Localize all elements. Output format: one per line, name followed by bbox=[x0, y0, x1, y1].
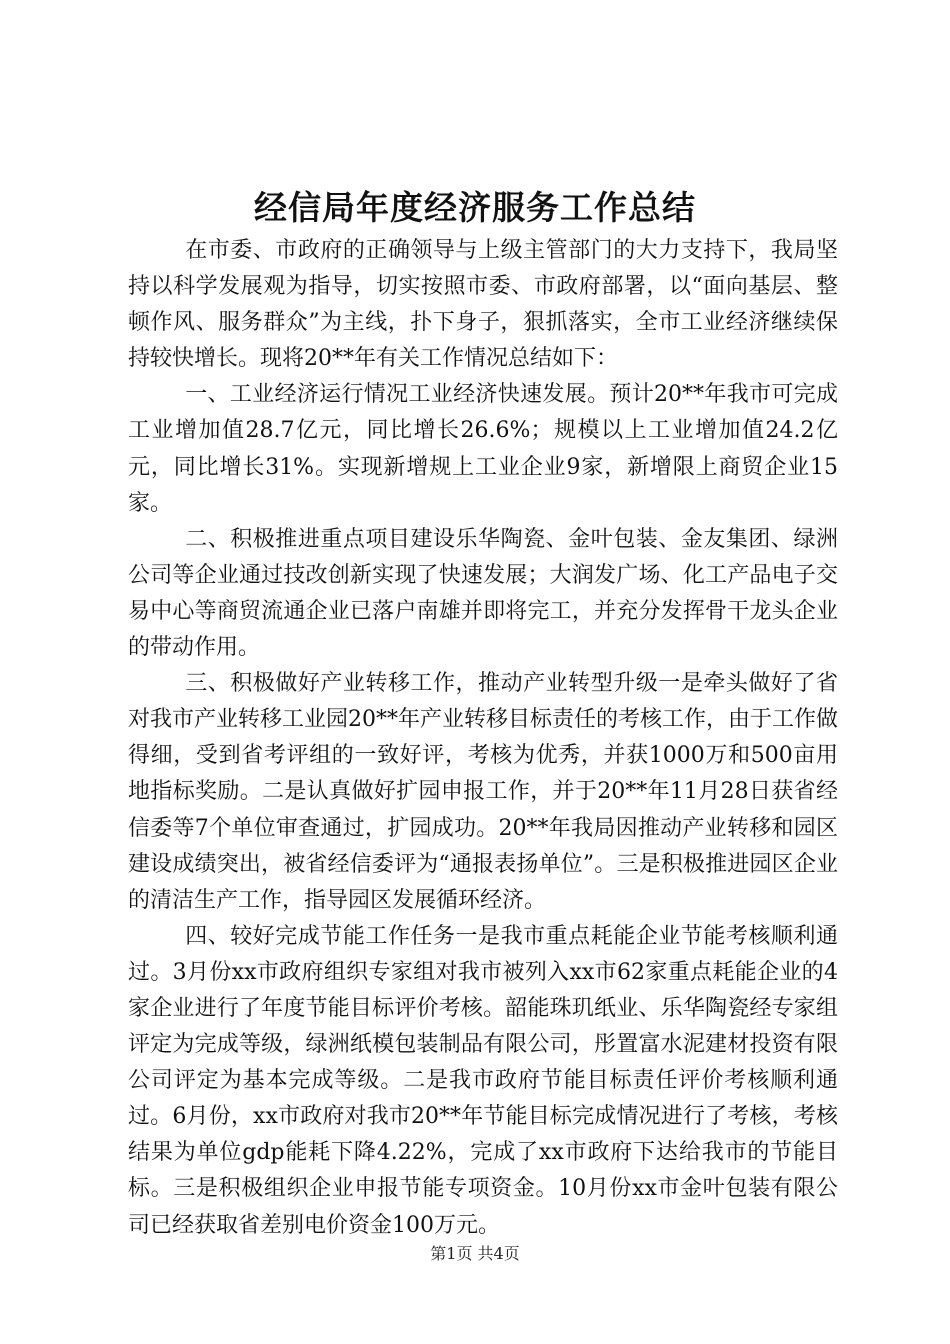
paragraph-key-projects: 二、积极推进重点项目建设乐华陶瓷、金叶包装、金友集团、绿洲公司等企业通过技改创新实现了快速发展；大润发广场、化工产品电子交易中心等商贸流通企业已落户南雄并即将完工，并充分发挥骨干龙头企业的带动作用。 bbox=[128, 526, 838, 661]
paragraph-industry-transfer: 三、积极做好产业转移工作，推动产业转型升级一是牵头做好了省对我市产业转移工业园20**年产业转移目标责任的考核工作，由于工作做得细，受到省考评组的一致好评，考核为优秀，并获1000万和500亩用地指标奖励。二是认真做好扩园申报工作，并于20**年11月28日获省经信委等7个单位审查通过，扩园成功。20**年我局因推动产业转移和园区建设成绩突出，被省经信委评为“通报表扬单位”。三是积极推进园区企业的清洁生产工作，指导园区发展循环经济。 bbox=[128, 671, 838, 913]
paragraph-energy-saving: 四、较好完成节能工作任务一是我市重点耗能企业节能考核顺利通过。3月份xx市政府组织专家组对我市被列入xx市62家重点耗能企业的4家企业进行了年度节能目标评价考核。韶能珠玑纸业、乐华陶瓷经专家组评定为完成等级，绿洲纸模包装制品有限公司，彤置富水泥建材投资有限公司评定为基本完成等级。二是我市政府节能目标责任评价考核顺利通过。6月份，xx市政府对我市20**年节能目标完成情况进行了考核，考核结果为单位gdp能耗下降4.22%，完成了xx市政府下达给我市的节能目标。三是积极组织企业申报节能专项资金。10月份xx市金叶包装有限公司已经获取省差别电价资金100万元。 bbox=[128, 923, 838, 1238]
document-body bbox=[128, 233, 838, 1244]
page-number-footer: 第1页 共4页 bbox=[430, 1244, 520, 1263]
paragraph-industrial-economy: 一、工业经济运行情况工业经济快速发展。预计20**年我市可完成工业增加值28.7亿元，同比增长26.6%；规模以上工业增加值24.2亿元，同比增长31%。实现新增规上工业企业9家，新增限上商贸企业15家。 bbox=[128, 382, 838, 516]
paragraph-intro: 在市委、市政府的正确领导与上级主管部门的大力支持下，我局坚持以科学发展观为指导，切实按照市委、市政府部署，以“面向基层、整顿作风、服务群众”为主线，扑下身子，狠抓落实，全市工业经济继续保持较快增长。现将20**年有关工作情况总结如下： bbox=[128, 238, 838, 372]
document-title: 经信局年度经济服务工作总结 bbox=[254, 188, 696, 227]
